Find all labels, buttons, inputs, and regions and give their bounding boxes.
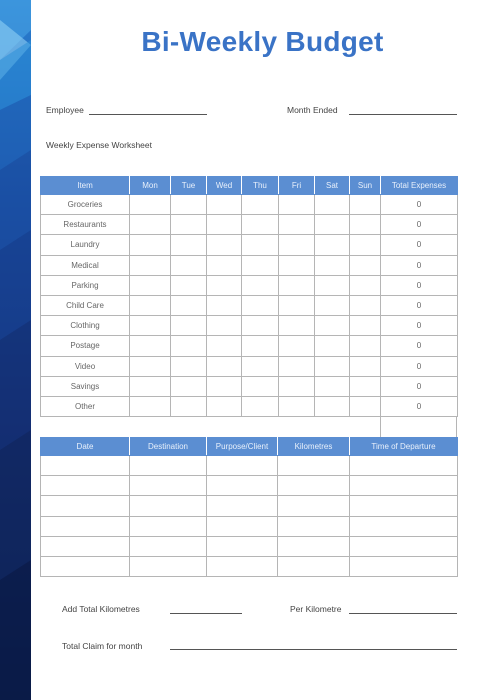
travel-table	[40, 437, 458, 577]
expense-day-cell[interactable]	[315, 215, 350, 235]
expense-table	[40, 176, 458, 417]
expense-day-cell[interactable]	[279, 316, 315, 336]
expense-day-cell[interactable]	[171, 215, 207, 235]
header-fri: Fri	[279, 177, 315, 195]
header-time-of-departure: Time of Departure	[350, 438, 458, 456]
expense-item-label: Postage	[41, 336, 130, 356]
travel-cell[interactable]	[278, 556, 350, 576]
travel-cell[interactable]	[130, 516, 207, 536]
travel-cell[interactable]	[278, 456, 350, 476]
expense-day-cell[interactable]	[279, 215, 315, 235]
expense-total-cell: 0	[381, 336, 458, 356]
total-column-stub	[380, 417, 457, 437]
travel-cell[interactable]	[207, 556, 278, 576]
expense-day-cell[interactable]	[207, 215, 242, 235]
travel-cell[interactable]	[207, 516, 278, 536]
expense-total-cell: 0	[381, 195, 458, 215]
expense-row	[41, 295, 458, 315]
expense-row	[41, 255, 458, 275]
expense-day-cell[interactable]	[279, 195, 315, 215]
expense-day-cell[interactable]	[171, 255, 207, 275]
expense-day-cell[interactable]	[350, 336, 381, 356]
expense-day-cell[interactable]	[279, 356, 315, 376]
expense-day-cell[interactable]	[350, 195, 381, 215]
header-sat: Sat	[315, 177, 350, 195]
expense-item-label: Child Care	[41, 295, 130, 315]
expense-day-cell[interactable]	[315, 376, 350, 396]
per-km-label: Per Kilometre	[290, 604, 342, 614]
expense-day-cell[interactable]	[242, 295, 279, 315]
expense-total-cell: 0	[381, 255, 458, 275]
expense-day-cell[interactable]	[130, 336, 171, 356]
side-band-pattern	[0, 0, 31, 700]
header-purpose-client: Purpose/Client	[207, 438, 278, 456]
travel-cell[interactable]	[350, 456, 458, 476]
expense-total-cell: 0	[381, 356, 458, 376]
travel-cell[interactable]	[207, 536, 278, 556]
header-mon: Mon	[130, 177, 171, 195]
expense-item-label: Savings	[41, 376, 130, 396]
expense-day-cell[interactable]	[171, 235, 207, 255]
travel-header-row	[41, 438, 458, 456]
travel-row	[41, 456, 458, 476]
page-title: Bi-Weekly Budget	[141, 26, 384, 57]
expense-day-cell[interactable]	[315, 195, 350, 215]
expense-day-cell[interactable]	[171, 195, 207, 215]
travel-cell[interactable]	[350, 556, 458, 576]
total-claim-field[interactable]	[170, 649, 457, 650]
travel-row	[41, 476, 458, 496]
expense-row	[41, 235, 458, 255]
expense-day-cell[interactable]	[207, 316, 242, 336]
expense-day-cell[interactable]	[315, 396, 350, 416]
expense-day-cell[interactable]	[279, 235, 315, 255]
expense-day-cell[interactable]	[242, 396, 279, 416]
expense-day-cell[interactable]	[242, 356, 279, 376]
travel-cell[interactable]	[350, 476, 458, 496]
header-sun: Sun	[350, 177, 381, 195]
expense-total-cell: 0	[381, 316, 458, 336]
expense-item-label: Clothing	[41, 316, 130, 336]
expense-day-cell[interactable]	[130, 376, 171, 396]
expense-item-label: Groceries	[41, 195, 130, 215]
expense-day-cell[interactable]	[315, 356, 350, 376]
travel-cell[interactable]	[350, 496, 458, 516]
expense-day-cell[interactable]	[315, 336, 350, 356]
expense-day-cell[interactable]	[315, 275, 350, 295]
header-date: Date	[41, 438, 130, 456]
travel-cell[interactable]	[350, 536, 458, 556]
expense-total-cell: 0	[381, 295, 458, 315]
per-km-field[interactable]	[349, 613, 457, 614]
expense-day-cell[interactable]	[130, 275, 171, 295]
employee-field[interactable]	[89, 114, 207, 115]
travel-cell[interactable]	[130, 476, 207, 496]
decorative-side-band	[0, 0, 31, 700]
add-total-km-field[interactable]	[170, 613, 242, 614]
expense-day-cell[interactable]	[130, 396, 171, 416]
month-ended-field[interactable]	[349, 114, 457, 115]
expense-day-cell[interactable]	[242, 275, 279, 295]
travel-cell[interactable]	[130, 536, 207, 556]
travel-row	[41, 536, 458, 556]
expense-day-cell[interactable]	[207, 275, 242, 295]
travel-cell[interactable]	[41, 456, 130, 476]
travel-cell[interactable]	[130, 556, 207, 576]
expense-row	[41, 195, 458, 215]
expense-day-cell[interactable]	[207, 396, 242, 416]
expense-day-cell[interactable]	[279, 396, 315, 416]
expense-day-cell[interactable]	[130, 195, 171, 215]
expense-row	[41, 336, 458, 356]
travel-cell[interactable]	[278, 516, 350, 536]
expense-day-cell[interactable]	[130, 215, 171, 235]
expense-day-cell[interactable]	[171, 356, 207, 376]
expense-day-cell[interactable]	[315, 316, 350, 336]
expense-day-cell[interactable]	[171, 295, 207, 315]
expense-day-cell[interactable]	[207, 356, 242, 376]
travel-cell[interactable]	[207, 476, 278, 496]
expense-day-cell[interactable]	[350, 235, 381, 255]
expense-total-cell: 0	[381, 275, 458, 295]
expense-day-cell[interactable]	[207, 195, 242, 215]
expense-row	[41, 376, 458, 396]
expense-item-label: Parking	[41, 275, 130, 295]
expense-day-cell[interactable]	[315, 235, 350, 255]
expense-day-cell[interactable]	[279, 275, 315, 295]
expense-day-cell[interactable]	[171, 376, 207, 396]
worksheet-label: Weekly Expense Worksheet	[46, 140, 152, 150]
expense-day-cell[interactable]	[171, 396, 207, 416]
expense-total-cell: 0	[381, 396, 458, 416]
expense-day-cell[interactable]	[279, 295, 315, 315]
expense-day-cell[interactable]	[242, 336, 279, 356]
travel-cell[interactable]	[207, 456, 278, 476]
expense-day-cell[interactable]	[242, 215, 279, 235]
expense-day-cell[interactable]	[207, 235, 242, 255]
expense-day-cell[interactable]	[279, 255, 315, 275]
expense-row	[41, 396, 458, 416]
travel-cell[interactable]	[130, 496, 207, 516]
expense-day-cell[interactable]	[350, 295, 381, 315]
expense-row	[41, 215, 458, 235]
expense-day-cell[interactable]	[350, 356, 381, 376]
employee-label: Employee	[46, 105, 84, 115]
expense-day-cell[interactable]	[130, 356, 171, 376]
header-thu: Thu	[242, 177, 279, 195]
expense-total-cell: 0	[381, 376, 458, 396]
expense-day-cell[interactable]	[171, 316, 207, 336]
travel-cell[interactable]	[130, 456, 207, 476]
expense-day-cell[interactable]	[242, 235, 279, 255]
add-total-km-label: Add Total Kilometres	[62, 604, 140, 614]
travel-cell[interactable]	[41, 536, 130, 556]
expense-day-cell[interactable]	[350, 376, 381, 396]
header-total-expenses: Total Expenses	[381, 177, 458, 195]
expense-header-row	[41, 177, 458, 195]
expense-total-cell: 0	[381, 215, 458, 235]
month-ended-label: Month Ended	[287, 105, 338, 115]
expense-day-cell[interactable]	[207, 255, 242, 275]
expense-day-cell[interactable]	[242, 255, 279, 275]
travel-cell[interactable]	[278, 536, 350, 556]
expense-day-cell[interactable]	[130, 235, 171, 255]
expense-day-cell[interactable]	[279, 336, 315, 356]
header-destination: Destination	[130, 438, 207, 456]
expense-day-cell[interactable]	[207, 376, 242, 396]
expense-day-cell[interactable]	[171, 336, 207, 356]
expense-day-cell[interactable]	[315, 295, 350, 315]
expense-item-label: Laundry	[41, 235, 130, 255]
total-claim-label: Total Claim for month	[62, 641, 143, 651]
expense-day-cell[interactable]	[207, 295, 242, 315]
expense-day-cell[interactable]	[242, 195, 279, 215]
expense-day-cell[interactable]	[130, 255, 171, 275]
expense-total-cell: 0	[381, 235, 458, 255]
expense-day-cell[interactable]	[130, 316, 171, 336]
expense-item-label: Medical	[41, 255, 130, 275]
header-tue: Tue	[171, 177, 207, 195]
travel-cell[interactable]	[41, 516, 130, 536]
travel-row	[41, 556, 458, 576]
travel-cell[interactable]	[278, 496, 350, 516]
expense-row	[41, 316, 458, 336]
expense-row	[41, 356, 458, 376]
header-kilometres: Kilometres	[278, 438, 350, 456]
travel-row	[41, 496, 458, 516]
expense-day-cell[interactable]	[130, 295, 171, 315]
header-item: Item	[41, 177, 130, 195]
expense-day-cell[interactable]	[171, 275, 207, 295]
travel-cell[interactable]	[350, 516, 458, 536]
expense-day-cell[interactable]	[350, 396, 381, 416]
expense-item-label: Other	[41, 396, 130, 416]
travel-cell[interactable]	[41, 556, 130, 576]
expense-day-cell[interactable]	[207, 336, 242, 356]
expense-row	[41, 275, 458, 295]
expense-day-cell[interactable]	[315, 255, 350, 275]
expense-item-label: Video	[41, 356, 130, 376]
travel-cell[interactable]	[207, 496, 278, 516]
expense-item-label: Restaurants	[41, 215, 130, 235]
expense-day-cell[interactable]	[242, 376, 279, 396]
expense-day-cell[interactable]	[350, 275, 381, 295]
expense-day-cell[interactable]	[350, 215, 381, 235]
travel-cell[interactable]	[41, 496, 130, 516]
expense-day-cell[interactable]	[350, 316, 381, 336]
travel-cell[interactable]	[278, 476, 350, 496]
travel-row	[41, 516, 458, 536]
travel-cell[interactable]	[41, 476, 130, 496]
expense-day-cell[interactable]	[242, 316, 279, 336]
header-wed: Wed	[207, 177, 242, 195]
expense-day-cell[interactable]	[279, 376, 315, 396]
expense-day-cell[interactable]	[350, 255, 381, 275]
